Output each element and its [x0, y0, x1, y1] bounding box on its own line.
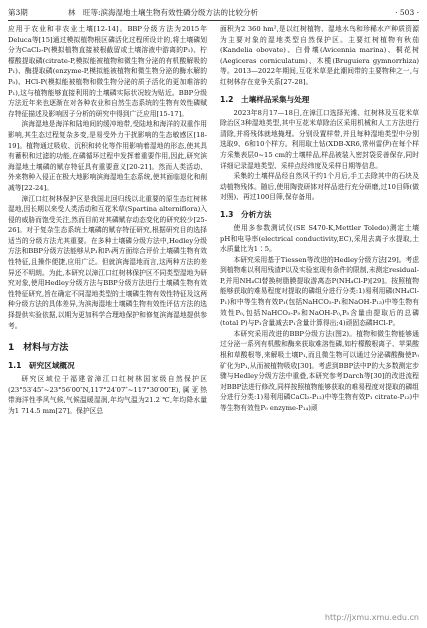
left-column	[8, 24, 207, 417]
body-paragraph: 研究区域位于福建省漳江口红树林国家级自然保护区(23°53′45″~23°56′00″N,117°24′07″~117°30′00″E),属亚热带海洋性季风气候,气候温暖湿润,年均气温为21.2 ℃,年均降水量为1 714.5 mm[27]。保护区总	[8, 375, 207, 415]
page-number: · 503 ·	[395, 8, 419, 17]
subsection-heading: 1.1 研究区域概况	[8, 361, 75, 371]
section-heading: 1 材料与方法	[8, 343, 69, 354]
running-header	[8, 6, 419, 21]
body-paragraph: 面积为2 360 hm²,是以红树植物、湿地水鸟和珍稀水产种质资源为主要对象的湿地类型自然保护区。主要红树植物有秋茄(Kandelia obovate)、白骨壤(Avicennia marina)、桐花树(Aegiceras corniculatum)、木榄(Bruguiera gymnorrhiza)等。2013—2022年期间,互花米草是此潮间带的主要物种之一,与红树林存在竞争关系[27-28]。	[220, 25, 419, 86]
subsection-heading: 1.3 分析方法	[220, 209, 272, 219]
body-paragraph: 本研究采用基于Tiessen等改进的Hedley分级方法[29]。考虑到植物难以利用残渣P以及实验室现有条件的限制,未测定residual-P,并用NH₄Cl替换树脂膜提取游离态P(NH₄Cl-P)[29]。按照植物能够获取的难易程度对提取的磷组分进行分类:1)易利用磷(NH₄Cl-P₁)和中等生物有效P₁(包括NaHCO₃-P₁和NaOH-P₁₃)中等生物有效性P₀,包括NaHCO₃-P₀和NaOH-P₀,P₀含量由提取后的总磷(total P)与P₁含量减去P₁含量计算得出;4)顽固态磷HCl-P。	[220, 255, 419, 328]
right-column	[220, 24, 419, 414]
body-paragraph: 漳江口红树林保护区是我国北回归线以北重要的原生态红树林湿地,因长期以来受人类活动和互花米草(Spartina alterniflora)入侵的威胁而饱受关注,然而目前对其磷赋存动态变化的研究较少[25-26]。对于复杂生态系统土壤磷的赋存特征研究,根据研究目的选择适当的分级方法尤其重要。在多种土壤磷分级方法中,Hedley分级方法和BBP分级方法能够从P₁和P₀两方面综合评价土壤磷生物有效性特征,且操作便捷,应用广泛。但就滨海湿地而言,这两种方法的差异还不明朗。为此,本研究以漳江口红树林保护区不同类型湿地为研究对象,使用Hedley分级方法与BBP分级方法进行土壤磷生物有效性特征研究,旨在确定不同湿地类型的土壤磷生物有效性特征及这两种分级方法的具体差异,为滨海湿地土壤磷生物有效性评估方法的选择提供实验依据,以期为更加科学合理地保护和修复滨海湿地提供参考。	[8, 194, 207, 330]
body-paragraph: 使用多参数测试仪(SE S470-K,Mettler Toledo)测定土壤pH和电导率(electrical conductivity,EC),采用去离子水提取,土水质量比为1∶5。	[220, 223, 419, 254]
body-paragraph: 采集的土壤样品经自然风干约1个月后,手工去除其中的石块及动植物残体。随后,使用陶瓷研钵对样品进行充分研磨,过10目筛(做对照)、再过100目筛,保存备用。	[220, 172, 419, 202]
body-paragraph: 本研究采用改进的BBP分级方法(图2)。植物和微生物能够通过分泌一系列有机酸和酶来获取难溶性磷,如柠檬酸根离子、苹果酸根和草酸根等,来解吸土壤P₁,而且微生物可以通过分泌磷酸酶使P₀矿化为P₁,从而被植物吸收[30]。考虑到BBP法中P的大多数测定步骤与Hedley分级方法中重叠,本研究参考Darch等[30]的改进流程对BBP法进行修改,同样按照植物能够获取的难易程度对提取的磷组分进行分类:1)易利用磷CaCl₂-P₁₂)中等生物有效P₁ citrate-P₁₃)中等生物有效性P₀ enzyme-P₁₄)顽	[220, 329, 419, 412]
body-paragraph: 2023年8月17—18日,在漳江口选择光滩、红树林及互花米草除治区3种湿地类型,其中互花米草除治区采用机械和人工方法进行清除,并将残体就地掩埋。分别设置样带,并且每种湿地类型中分别选取9、6和10个样方。利用取土钻(XDB-XR6,常州雷伊)在每个样方采集表层0~15 cm的土壤样品,样品被装入密封袋妥善保存,同时详细记录湿地类型、采样点经纬度及采样日期等信息。	[220, 108, 419, 170]
watermark-url: http://jxmu.xmu.edu.cn	[324, 613, 419, 622]
subsection-heading: 1.2 土壤样品采集与处理	[220, 94, 310, 104]
body-paragraph: 应用于农业和非农业土壤[12-14]。BBP分级方法为2015年Deluca等[15]通过模拟植物根区磷活化过程所设计的,将土壤磷划分为CaCl₂-P(模拟植物直接被根截留或土壤溶液中游离的P₁)、柠檬酸提取磷(citrate-P,模拟能被植物和微生物分泌的有机酸解吸的P₁)、酶提取磷(enzyme-P,模拟能被植物和微生物分泌的酶水解的P₀)、HCl-P(模拟能被植物和微生物分泌的质子活化的更加难溶的P₁),这与植物能够直接利用的土壤磷实际状况较为贴近。BBP分级方法近年来也逐渐在对各种农业和自然生态系统的生物有效性磷赋存特征描述及影响因子分析的研究中得到广泛应用[15-17]。	[8, 25, 207, 118]
issue-number: 第3期	[8, 8, 28, 17]
running-title: 林 旺等:滨海湿地土壤生物有效性磷分级方法的比较分析	[68, 8, 259, 17]
body-paragraph: 滨海湿地是海洋和陆地间的缓冲地带,受陆地和海洋的双重作用影响,其生态过程复杂多变,是易受外力干扰影响的生态敏感区[18-19]。植物通过吸收、沉积和转化等作用影响着湿地的形态,使其具有蓄积和过滤的功能,在磷循环过程中发挥着重要作用,因此,研究滨海湿地土壤磷的赋存特征具有重要意义[20-21]。然而人类活动、外来物种入侵正在极大地影响滨海湿地生态系统,使其面临退化和削减等[22-24]。	[8, 120, 207, 192]
